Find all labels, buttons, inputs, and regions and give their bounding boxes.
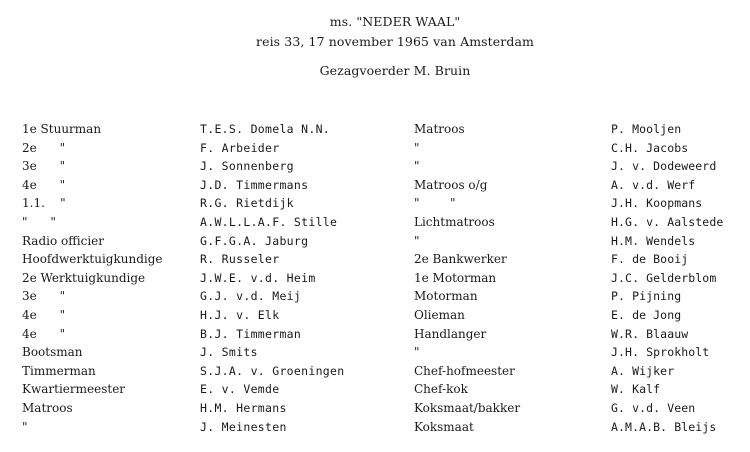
rank-left: 3e " — [22, 159, 66, 174]
name-left: J.D. Timmermans — [200, 177, 309, 192]
name-right: E. de Jong — [611, 307, 682, 322]
crew-table — [0, 120, 750, 436]
name-right: J. v. Dodeweerd — [611, 159, 717, 174]
crew-row — [0, 287, 750, 306]
name-left: G.F.G.A. Jaburg — [200, 233, 309, 248]
name-left: B.J. Timmerman — [200, 326, 302, 341]
rank-right: Motorman — [414, 289, 478, 304]
name-left: A.W.L.L.A.F. Stille — [200, 214, 338, 229]
crew-row — [0, 120, 750, 139]
rank-right: Olieman — [414, 307, 465, 322]
crew-row — [0, 157, 750, 176]
name-left: J.W.E. v.d. Heim — [200, 270, 316, 285]
crew-row — [0, 232, 750, 251]
rank-right: Koksmaat — [414, 419, 474, 434]
rank-left: 4e " — [22, 307, 66, 322]
name-left: J. Smits — [200, 345, 258, 360]
rank-right: Koksmaat/bakker — [414, 400, 521, 415]
name-left: H.M. Hermans — [200, 400, 287, 415]
crew-row — [0, 399, 750, 418]
rank-right: Chef-hofmeester — [414, 363, 515, 378]
rank-right: Chef-kok — [414, 382, 468, 397]
name-left: S.J.A. v. Groeningen — [200, 363, 345, 378]
rank-left: 3e " — [22, 289, 66, 304]
rank-right: " — [414, 140, 420, 155]
crew-row — [0, 176, 750, 195]
name-right: P. Pijning — [611, 289, 682, 304]
crew-row — [0, 250, 750, 269]
name-right: A. v.d. Werf — [611, 177, 696, 192]
name-left: J. Meinesten — [200, 419, 287, 434]
rank-left: 1e Stuurman — [22, 122, 102, 136]
rank-left: Matroos — [22, 400, 73, 415]
name-right: W. Kalf — [611, 382, 661, 397]
name-right: A. Wijker — [611, 363, 675, 378]
rank-left: Bootsman — [22, 345, 83, 360]
rank-right: 1e Motorman — [414, 270, 497, 285]
crew-row — [0, 213, 750, 232]
rank-left: 4e " — [22, 177, 66, 192]
rank-right: " — [414, 233, 420, 248]
ship-name: ms. "NEDER WAAL" — [329, 14, 461, 29]
rank-left: Kwartiermeester — [22, 382, 126, 397]
crew-row — [0, 139, 750, 158]
crew-row — [0, 380, 750, 399]
crew-row — [0, 306, 750, 325]
name-left: R.G. Rietdijk — [200, 196, 294, 211]
rank-left: " — [22, 419, 28, 434]
rank-right: Lichtmatroos — [414, 214, 495, 229]
rank-right: " — [414, 345, 420, 360]
rank-left: 2e " — [22, 140, 66, 155]
voyage-line: reis 33, 17 november 1965 van Amsterdam — [256, 34, 534, 49]
name-right: H.G. v. Aalstede — [611, 214, 724, 229]
name-left: T.E.S. Domela N.N. — [200, 122, 331, 136]
name-left: G.J. v.d. Meij — [200, 289, 302, 304]
rank-right: Matroos — [414, 122, 465, 136]
name-left: J. Sonnenberg — [200, 159, 294, 174]
name-left: F. Arbeider — [200, 140, 280, 155]
rank-left: 4e " — [22, 326, 66, 341]
rank-left: " " — [22, 214, 56, 229]
name-right: G. v.d. Veen — [611, 400, 696, 415]
crew-row — [0, 269, 750, 288]
rank-left: 2e Werktuigkundige — [22, 270, 146, 285]
name-right: A.M.A.B. Bleijs — [611, 419, 717, 434]
rank-left: Hoofdwerktuigkundige — [22, 252, 163, 267]
name-right: F. de Booij — [611, 252, 689, 267]
name-right: J.H. Sprokholt — [611, 345, 710, 360]
rank-left: 1.1. " — [22, 196, 66, 211]
name-right: W.R. Blaauw — [611, 326, 689, 341]
captain-line: Gezagvoerder M. Bruin — [319, 63, 471, 78]
name-left: R. Russeler — [200, 252, 280, 267]
rank-right: 2e Bankwerker — [414, 252, 507, 267]
rank-right: Handlanger — [414, 326, 487, 341]
crew-row — [0, 362, 750, 381]
name-right: C.H. Jacobs — [611, 140, 689, 155]
crew-row — [0, 418, 750, 437]
name-right: H.M. Wendels — [611, 233, 696, 248]
rank-right: Matroos o/g — [414, 177, 488, 192]
name-right: J.H. Koopmans — [611, 196, 703, 211]
rank-left: Timmerman — [22, 363, 96, 378]
rank-right: " " — [414, 196, 456, 211]
crew-row — [0, 343, 750, 362]
name-left: E. v. Vemde — [200, 382, 280, 397]
name-right: J.C. Gelderblom — [611, 270, 717, 285]
rank-right: " — [414, 159, 420, 174]
name-right: P. Mooljen — [611, 122, 682, 136]
crew-row — [0, 325, 750, 344]
crew-row — [0, 194, 750, 213]
rank-left: Radio officier — [22, 233, 105, 248]
name-left: H.J. v. Elk — [200, 307, 280, 322]
